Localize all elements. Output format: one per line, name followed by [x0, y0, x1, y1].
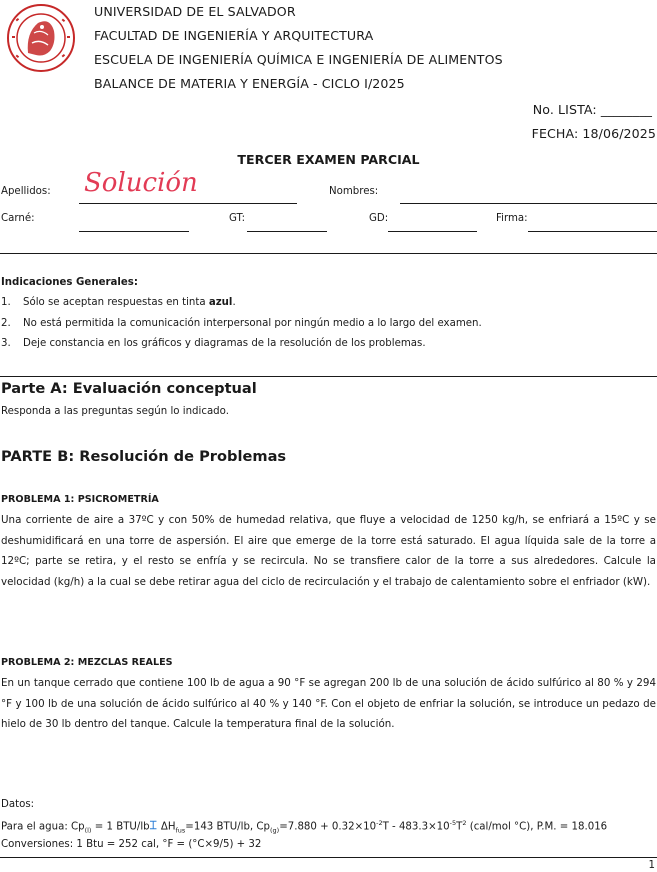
gt-field-line[interactable]: [247, 231, 327, 232]
instruction-text: No está permitida la comunicación interpersonal por ningún medio a lo largo del examen.: [23, 318, 482, 329]
water-cp-label: Para el agua: Cp: [1, 821, 85, 833]
form-divider: [0, 253, 657, 254]
cursor-icon: ⌶: [149, 818, 157, 833]
instruction-item-1: [1, 297, 236, 308]
header-school: ESCUELA DE INGENIERÍA QUÍMICA E INGENIERÍA DE ALIMENTOS: [94, 52, 503, 67]
water-cpg-units: (cal/mol °C), P.M. = 18.016: [466, 821, 608, 833]
instruction-text: Deje constancia en los gráficos y diagramas de la resolución de los problemas.: [23, 338, 426, 349]
superscript: -2: [376, 819, 383, 827]
problem-2-title: PROBLEMA 2: MEZCLAS REALES: [1, 657, 173, 668]
subscript: (g): [269, 826, 280, 835]
instructions-title: Indicaciones Generales:: [1, 277, 138, 288]
problem-2-text: En un tanque cerrado que contiene 100 lb de agua a 90 °F se agregan 200 lb de una solución de ácido sulfúrico al 80 % y 294 °F y 100 lb de una solución de ácido sulfúrico al 40 % y 140 °F. Con el objeto de enfriar la solución, se introduce un pedazo de hielo de 30 lb dentro del tanque. Calcule la temperatura final de la solución.: [1, 677, 656, 730]
water-cpg-eq-2: T - 483.3×10: [382, 821, 450, 833]
section-divider: [0, 376, 657, 377]
problem-1-title: PROBLEMA 1: PSICROMETRÍA: [1, 494, 159, 505]
data-title: Datos:: [1, 799, 35, 810]
subscript: (l): [84, 826, 92, 835]
superscript: -5: [449, 819, 457, 827]
instruction-item-3: [1, 338, 426, 349]
apellidos-field-line[interactable]: [79, 203, 297, 204]
conversions-line: Conversiones: 1 Btu = 252 cal, °F = (°C×9/5) + 32: [1, 839, 262, 850]
header-university: UNIVERSIDAD DE EL SALVADOR: [94, 4, 296, 19]
exam-title: TERCER EXAMEN PARCIAL: [237, 152, 420, 167]
water-dh-value: =143 BTU/lb, Cp: [185, 821, 270, 833]
instruction-item-2: [1, 318, 482, 329]
header-course: BALANCE DE MATERIA Y ENERGÍA - CICLO I/2025: [94, 76, 405, 91]
water-dh-label: ΔH: [157, 821, 176, 833]
water-cpg-eq-1: =7.880 + 0.32×10: [279, 821, 377, 833]
part-a-text: Responda a las preguntas según lo indicado.: [1, 406, 229, 417]
subscript: fus: [175, 826, 186, 835]
instruction-number: 2.: [1, 318, 11, 329]
instruction-text: Sólo se aceptan respuestas en tinta: [23, 297, 209, 308]
nombres-label: Nombres:: [329, 186, 379, 197]
part-b-title: PARTE B: Resolución de Problemas: [1, 448, 287, 465]
superscript: 2: [462, 819, 467, 827]
university-seal-logo: [6, 3, 76, 73]
exam-date: FECHA: 18/06/2025: [531, 126, 656, 141]
carne-field-line[interactable]: [79, 231, 189, 232]
water-cp-value: = 1 BTU/lb: [91, 821, 150, 833]
apellidos-handwritten-value: Solución: [84, 168, 198, 198]
instruction-emphasis: azul: [208, 297, 233, 308]
firma-label: Firma:: [496, 213, 528, 224]
header-faculty: FACULTAD DE INGENIERÍA Y ARQUITECTURA: [94, 28, 374, 43]
footer-divider: [0, 857, 657, 858]
carne-label: Carné:: [1, 213, 35, 224]
gd-field-line[interactable]: [388, 231, 477, 232]
apellidos-label: Apellidos:: [1, 186, 51, 197]
water-cpg-eq-3: T: [456, 821, 463, 833]
instruction-number: 3.: [1, 338, 11, 349]
nombres-field-line[interactable]: [400, 203, 657, 204]
water-data-line: [1, 819, 607, 834]
list-number: No. LISTA: ________: [532, 102, 652, 117]
part-a-title: Parte A: Evaluación conceptual: [1, 380, 257, 397]
problem-1-text: Una corriente de aire a 37ºC y con 50% de humedad relativa, que fluye a velocidad de 1250 kg/h, se enfriará a 15ºC y se deshumidificará en una torre de aspersión. El aire que emerge de la torre está saturado. El agua líquida sale de la torre a 12ºC; parte se retira, y el resto se enfría y se recircula. No se transfiere calor de la torre a sus alrededores. Calcule la velocidad (kg/h) a la cual se debe retirar agua del ciclo de recirculación y el trabajo de calentamiento sobre el enfriador (kW).: [1, 514, 656, 588]
instruction-text-end: .: [232, 297, 236, 308]
gd-label: GD:: [369, 213, 389, 224]
gt-label: GT:: [229, 213, 246, 224]
firma-field-line[interactable]: [528, 231, 657, 232]
page-number: 1: [648, 860, 655, 871]
instruction-number: 1.: [1, 297, 11, 308]
